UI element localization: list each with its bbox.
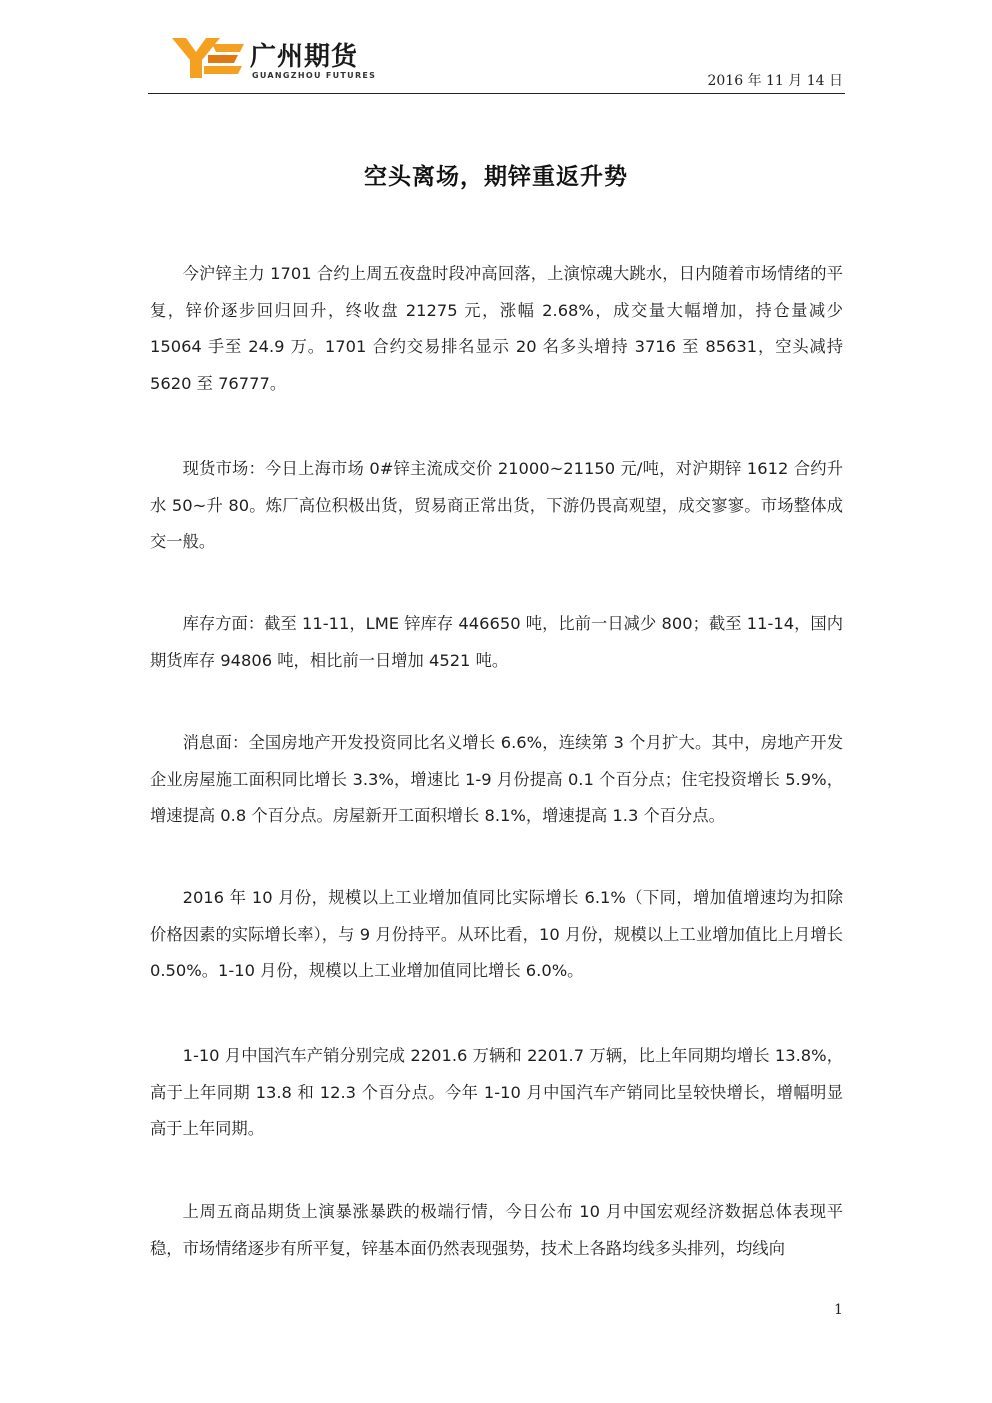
logo-chinese-name: 广州期货 [250,42,359,72]
page-header [148,30,845,94]
report-date: 2016 年 11 月 14 日 [707,73,843,89]
paragraph-spot-market: 现货市场：今日上海市场 0#锌主流成交价 21000~21150 元/吨，对沪期锌 1612 合约升水 50~升 80。炼厂高位积极出货，贸易商正常出货，下游仍畏高观望，成交寥寥。市场整体成交一般。 [150,459,843,551]
page-number: 1 [834,1302,843,1318]
paragraph-outlook: 上周五商品期货上演暴涨暴跌的极端行情，今日公布 10 月中国宏观经济数据总体表现平稳，市场情绪逐步有所平复，锌基本面仍然表现强势，技术上各路均线多头排列，均线向 [150,1202,843,1258]
paragraph-auto-sales: 1-10 月中国汽车产销分别完成 2201.6 万辆和 2201.7 万辆，比上年同期均增长 13.8%，高于上年同期 13.8 和 12.3 个百分点。今年 1-10 月中国汽车产销同比呈较快增长，增幅明显高于上年同期。 [150,1046,843,1138]
paragraph-inventory: 库存方面：截至 11-11，LME 锌库存 446650 吨，比前一日减少 800；截至 11-14，国内期货库存 94806 吨，相比前一日增加 4521 吨。 [150,614,843,670]
company-logo [172,34,377,84]
paragraph-news: 消息面：全国房地产开发投资同比名义增长 6.6%，连续第 3 个月扩大。其中，房地产开发企业房屋施工面积同比增长 3.3%，增速比 1-9 月份提高 0.1 个百分点；住宅投资增长 5.9%，增速提高 0.8 个百分点。房屋新开工面积增长 8.1%，增速提高 1.3 个百分点。 [150,733,843,825]
header-divider [148,93,845,94]
logo-english-name: GUANGZHOU FUTURES [252,71,377,80]
paragraph-main-contract: 今沪锌主力 1701 合约上周五夜盘时段冲高回落，上演惊魂大跳水，日内随着市场情绪的平复，锌价逐步回归回升，终收盘 21275 元，涨幅 2.68%，成交量大幅增加，持仓量减少 15064 手至 24.9 万。1701 合约交易排名显示 20 名多头增持 3716 至 85631，空头减持 5620 至 76777。 [150,264,843,393]
article-title: 空头离场，期锌重返升势 [364,164,628,190]
guangzhou-futures-logo-icon [172,38,244,78]
paragraph-industrial-output: 2016 年 10 月份，规模以上工业增加值同比实际增长 6.1%（下同，增加值增速均为扣除价格因素的实际增长率），与 9 月份持平。从环比看，10 月份，规模以上工业增加值比上月增长 0.50%。1-10 月份，规模以上工业增加值同比增长 6.0%。 [150,888,843,980]
